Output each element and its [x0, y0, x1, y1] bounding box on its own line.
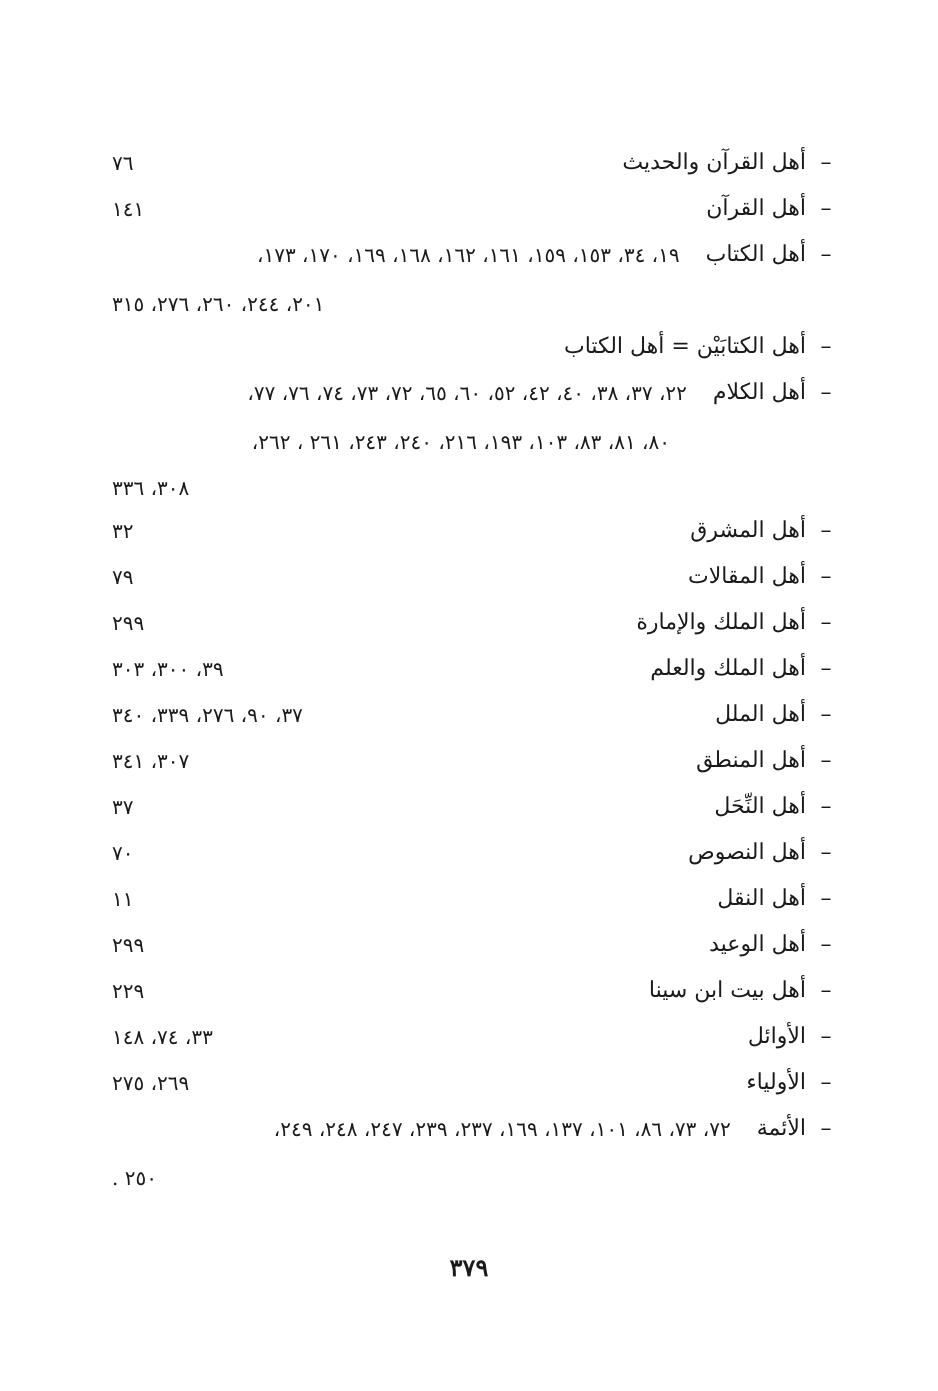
entry-term: أهل المشرق [690, 518, 806, 543]
entry-pages: ٢٦٩، ٢٧٥ [112, 1071, 190, 1095]
entry-dash: – [820, 656, 832, 681]
entry-dash: – [820, 840, 832, 865]
entry-pages: ٣٧، ٩٠، ٢٧٦، ٣٣٩، ٣٤٠ [112, 703, 303, 727]
entry-term: أهل النِّحَل [714, 794, 806, 819]
entry-term: أهل الكتابَيْن = أهل الكتاب [564, 334, 806, 359]
entry-dash: – [820, 1024, 832, 1049]
entry-pages: ٢٢، ٣٧، ٣٨، ٤٠، ٤٢، ٥٢، ٦٠، ٦٥، ٧٢، ٧٣، ٧٤، ٧٦، ٧٧، [247, 381, 687, 405]
entry-pages: ٢٢٩ [112, 979, 145, 1003]
entry-term: أهل القرآن [706, 196, 806, 221]
index-entry [112, 787, 838, 833]
entry-pages: ٣٩، ٣٠٠، ٣٠٣ [112, 657, 224, 681]
entry-dash: – [820, 748, 832, 773]
entry-term: أهل الملك والعلم [650, 656, 806, 681]
entry-term: أهل النصوص [688, 840, 806, 865]
entry-dash: – [820, 518, 832, 543]
index-entry [112, 741, 838, 787]
entry-dash: – [820, 1070, 832, 1095]
entry-dash: – [820, 380, 832, 405]
entry-term: أهل الملل [715, 702, 806, 727]
entry-dash: – [820, 886, 832, 911]
entry-pages: ٣٢ [112, 519, 134, 543]
entry-term: الأولياء [746, 1070, 806, 1095]
entry-pages: ٢٩٩ [112, 611, 145, 635]
index-entry [112, 557, 838, 603]
entry-dash: – [820, 610, 832, 635]
entry-pages: ٧٩ [112, 565, 134, 589]
entry-dash: – [820, 196, 832, 221]
entry-term: أهل المنطق [696, 748, 806, 773]
entry-pages: ١١ [112, 887, 134, 911]
entry-pages-continued: ٢٠١، ٢٤٤، ٢٦٠، ٢٧٦، ٣١٥ [112, 292, 325, 316]
entry-pages: ٧٦ [112, 151, 134, 175]
entry-term: أهل بيت ابن سينا [648, 978, 806, 1003]
entry-pages-continued: ٣٠٨، ٣٣٦ [112, 476, 190, 500]
entry-term: أهل القرآن والحديث [622, 150, 806, 175]
index-entry [112, 1109, 838, 1155]
index-entry [112, 833, 838, 879]
entry-dash: – [820, 794, 832, 819]
entry-term: الأئمة [756, 1116, 806, 1141]
entry-dash: – [820, 1116, 832, 1141]
entry-dash: – [820, 702, 832, 727]
entry-term: أهل الكلام [712, 380, 806, 405]
entry-term: أهل النقل [717, 886, 806, 911]
entry-term: أهل الوعيد [709, 932, 806, 957]
page-number: ٣٧٩ [449, 1253, 489, 1282]
entry-pages: ٣٠٧، ٣٤١ [112, 749, 190, 773]
entry-term: أهل الكتاب [705, 242, 806, 267]
index-entry [112, 189, 838, 235]
entry-pages: ٧٢، ٧٣، ٨٦، ١٠١، ١٣٧، ١٦٩، ٢٣٧، ٢٣٩، ٢٤٧، ٢٤٨، ٢٤٩، [273, 1117, 731, 1141]
index-entry [112, 925, 838, 971]
entry-term: أهل الملك والإمارة [636, 610, 806, 635]
index-entry [112, 695, 838, 741]
entry-term: الأوائل [747, 1024, 806, 1049]
entry-pages: ٧٠ [112, 841, 134, 865]
index-entry [112, 603, 838, 649]
entry-pages: ١٤١ [112, 197, 145, 221]
index-entries [112, 143, 838, 1201]
entry-dash: – [820, 150, 832, 175]
entry-pages: ١٩، ٣٤، ١٥٣، ١٥٩، ١٦١، ١٦٢، ١٦٨، ١٦٩، ١٧٠، ١٧٣، [256, 243, 680, 267]
index-entry [112, 327, 838, 373]
index-entry [112, 971, 838, 1017]
entry-dash: – [820, 242, 832, 267]
entry-pages-continued: ٨٠، ٨١، ٨٣، ١٠٣، ١٩٣، ٢١٦، ٢٤٠، ٢٤٣، ٢٦١ ، ٢٦٢، [251, 430, 670, 454]
entry-dash: – [820, 978, 832, 1003]
index-entry [112, 1063, 838, 1109]
index-entry [112, 511, 838, 557]
index-entry [112, 143, 838, 189]
index-entry [112, 649, 838, 695]
entry-pages-continued: ٢٥٠ . [112, 1166, 157, 1190]
entry-dash: – [820, 564, 832, 589]
index-entry [112, 879, 838, 925]
entry-dash: – [820, 932, 832, 957]
entry-pages: ٣٧ [112, 795, 134, 819]
index-entry [112, 235, 838, 281]
entry-term: أهل المقالات [688, 564, 806, 589]
entry-dash: – [820, 334, 832, 359]
index-entry [112, 373, 838, 419]
entry-pages: ٣٣، ٧٤، ١٤٨ [112, 1025, 213, 1049]
index-entry [112, 1017, 838, 1063]
entry-pages: ٢٩٩ [112, 933, 145, 957]
